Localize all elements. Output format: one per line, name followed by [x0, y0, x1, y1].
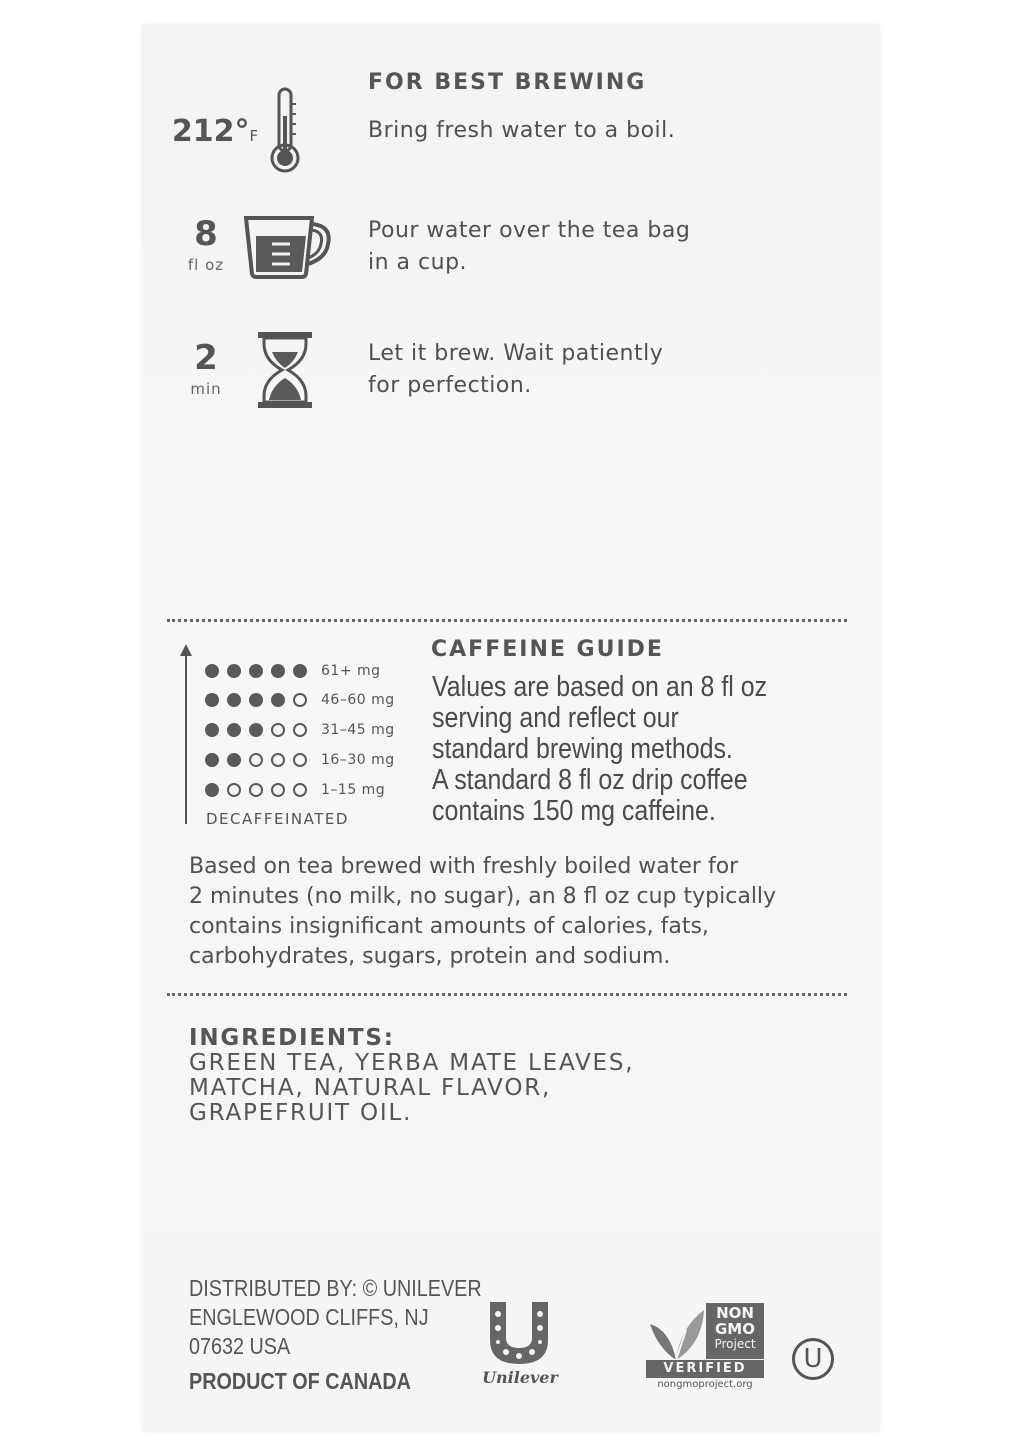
caffeine-description-line: Values are based on an 8 fl oz: [432, 671, 768, 703]
decaffeinated-label: DECAFFEINATED: [206, 810, 349, 828]
filled-dot-icon: [293, 664, 307, 678]
ingredients-title: INGREDIENTS:: [189, 1025, 395, 1051]
nongmo-line: Project: [714, 1337, 756, 1351]
step-2-text-line-2: in a cup.: [368, 250, 468, 275]
nutrition-line: carbohydrates, sugars, protein and sodium.: [189, 944, 671, 969]
unilever-logo-icon: [486, 1300, 552, 1366]
caffeine-arrow-icon: [178, 642, 194, 826]
empty-dot-icon: [293, 723, 307, 737]
dotted-divider-top: [167, 619, 847, 622]
filled-dot-icon: [205, 664, 219, 678]
filled-dot-icon: [227, 753, 241, 767]
time-unit: min: [190, 380, 222, 398]
nongmo-badge: [706, 1303, 764, 1359]
volume-value: 8: [194, 214, 218, 254]
caffeine-level-row: [205, 689, 395, 711]
caffeine-level-row: [205, 749, 395, 771]
filled-dot-icon: [227, 693, 241, 707]
dotted-divider-bottom: [167, 993, 847, 996]
filled-dot-icon: [205, 753, 219, 767]
empty-dot-icon: [293, 753, 307, 767]
hourglass-icon: [256, 330, 314, 410]
filled-dot-icon: [227, 664, 241, 678]
caffeine-description-line: serving and reflect our: [432, 702, 679, 734]
filled-dot-icon: [205, 723, 219, 737]
caffeine-description: [432, 672, 767, 827]
temperature-value: [170, 114, 260, 149]
ingredients-line: GREEN TEA, YERBA MATE LEAVES,: [189, 1050, 635, 1076]
step-3-text-line-1: Let it brew. Wait patiently: [368, 341, 664, 366]
distributor-block: [189, 1274, 482, 1396]
nutrition-note: [189, 852, 776, 972]
caffeine-level-label: 31–45 mg: [321, 722, 395, 738]
distributor-line: ENGLEWOOD CLIFFS, NJ: [189, 1304, 429, 1330]
empty-dot-icon: [227, 783, 241, 797]
distributor-line: DISTRIBUTED BY: © UNILEVER: [189, 1275, 482, 1301]
unilever-logo-text: Unilever: [482, 1368, 558, 1387]
temperature-unit: F: [249, 127, 259, 145]
caffeine-level-label: 16–30 mg: [321, 752, 395, 768]
filled-dot-icon: [271, 693, 285, 707]
measuring-cup-icon: [242, 214, 336, 280]
caffeine-level-row: [205, 779, 385, 801]
caffeine-description-line: standard brewing methods.: [432, 733, 733, 765]
empty-dot-icon: [293, 783, 307, 797]
filled-dot-icon: [205, 783, 219, 797]
thermometer-icon: [266, 86, 304, 176]
time-value: 2: [194, 338, 218, 378]
step-2-text-line-1: Pour water over the tea bag: [368, 218, 691, 243]
brewing-title: FOR BEST BREWING: [368, 70, 647, 95]
empty-dot-icon: [271, 783, 285, 797]
filled-dot-icon: [227, 723, 241, 737]
volume-unit: fl oz: [187, 256, 225, 274]
distributor-line: 07632 USA: [189, 1333, 291, 1359]
filled-dot-icon: [271, 664, 285, 678]
nongmo-verified: VERIFIED: [646, 1360, 764, 1378]
ingredients-line: GRAPEFRUIT OIL.: [189, 1100, 413, 1126]
nongmo-line: NON: [716, 1304, 754, 1322]
filled-dot-icon: [249, 693, 263, 707]
step-1-text: Bring fresh water to a boil.: [368, 118, 676, 143]
nutrition-line: Based on tea brewed with freshly boiled water for: [189, 854, 739, 879]
caffeine-level-label: 1–15 mg: [321, 782, 386, 798]
product-origin: PRODUCT OF CANADA: [189, 1368, 411, 1394]
nongmo-line: GMO: [715, 1320, 755, 1338]
ingredients-line: MATCHA, NATURAL FLAVOR,: [189, 1075, 552, 1101]
nutrition-line: 2 minutes (no milk, no sugar), an 8 fl oz cup typically: [189, 884, 777, 909]
empty-dot-icon: [249, 783, 263, 797]
filled-dot-icon: [249, 664, 263, 678]
kosher-mark-icon: U: [792, 1338, 834, 1380]
nongmo-url: nongmoproject.org: [657, 1379, 753, 1390]
empty-dot-icon: [249, 753, 263, 767]
caffeine-level-label: 61+ mg: [321, 663, 381, 679]
caffeine-level-row: [205, 660, 381, 682]
nutrition-line: contains insignificant amounts of calories, fats,: [189, 914, 709, 939]
filled-dot-icon: [205, 693, 219, 707]
ingredients-block: [189, 1026, 634, 1126]
caffeine-level-label: 46–60 mg: [321, 692, 395, 708]
step-3-text-line-2: for perfection.: [368, 373, 532, 398]
caffeine-guide-title: CAFFEINE GUIDE: [431, 637, 664, 662]
butterfly-leaf-icon: [646, 1304, 706, 1362]
empty-dot-icon: [271, 753, 285, 767]
temperature-number: 212°: [171, 114, 250, 149]
filled-dot-icon: [249, 723, 263, 737]
caffeine-description-line: A standard 8 fl oz drip coffee: [432, 764, 748, 796]
caffeine-description-line: contains 150 mg caffeine.: [432, 795, 716, 827]
empty-dot-icon: [293, 693, 307, 707]
caffeine-level-row: [205, 719, 395, 741]
empty-dot-icon: [271, 723, 285, 737]
